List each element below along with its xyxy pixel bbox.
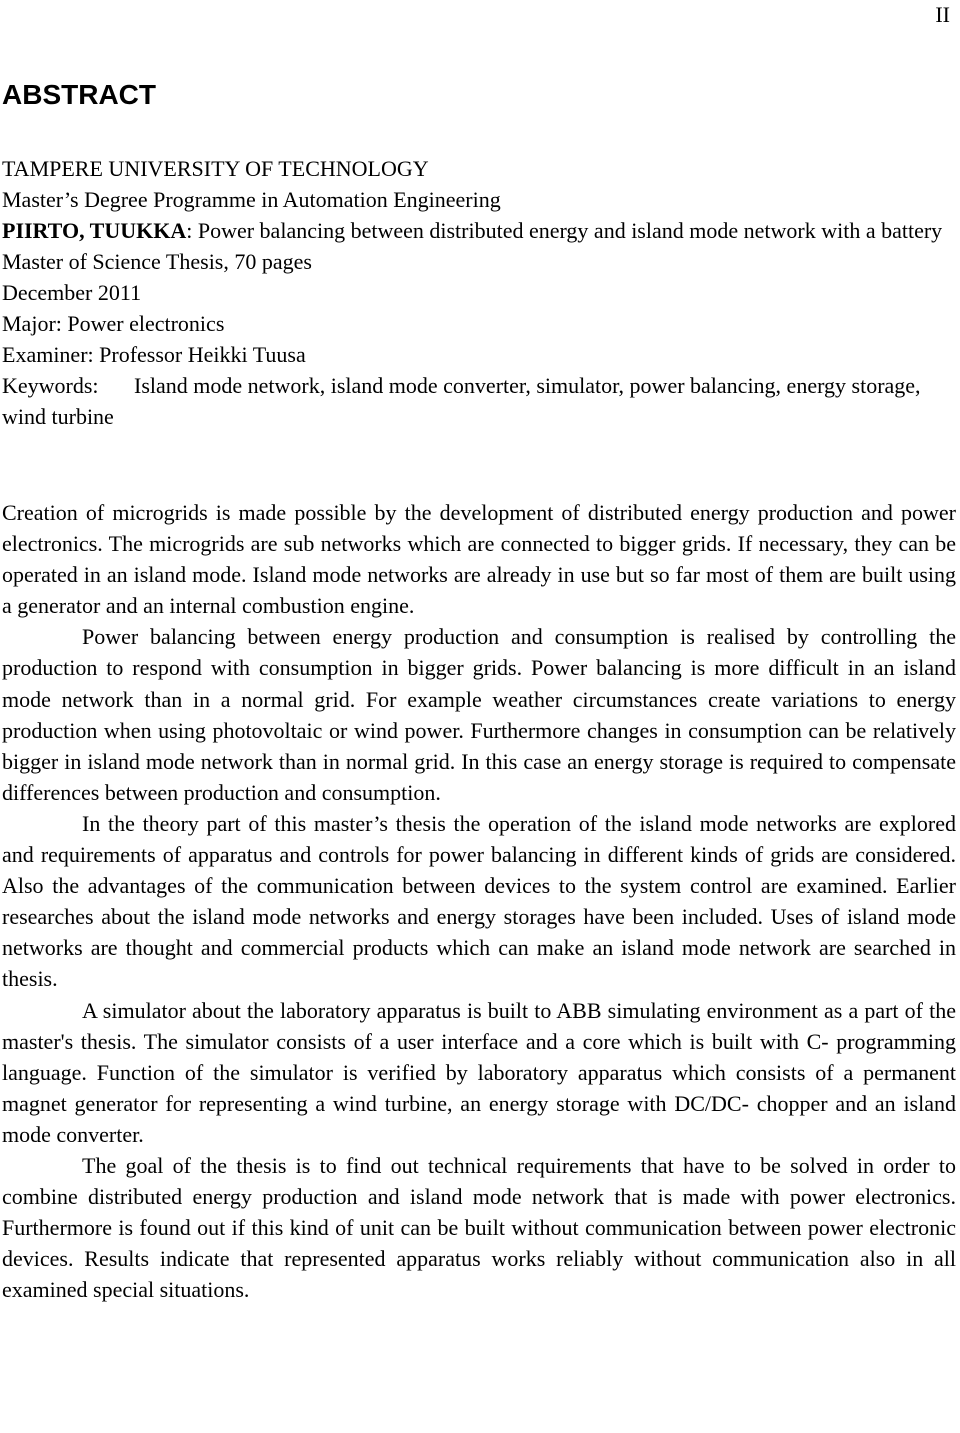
abstract-paragraph-2: Power balancing between energy production and consumption is realised by controlling the production to respond with consumption in bigger grids. Power balancing is more difficult in an island mode network than in a normal grid. For example weather circumstances create variations to energy production when using photovoltaic or wind power. Furthermore changes in consumption can be relatively bigger in island mode network than in normal grid. In this case an energy storage is required to compensate differences between production and consumption. [2, 624, 956, 805]
abstract-body [2, 497, 956, 1305]
abstract-paragraph-4: A simulator about the laboratory apparatus is built to ABB simulating environment as a part of the master's thesis. The simulator consists of a user interface and a core which is built with C- programming language. Function of the simulator is verified by laboratory apparatus which consists of a permanent magnet generator for representing a wind turbine, an energy storage with DC/DC- chopper and an island mode converter. [2, 997, 956, 1147]
abstract-paragraph-3: In the theory part of this master’s thesis the operation of the island mode networks are explored and requirements of apparatus and controls for power balancing in different kinds of grids are considered. Also the advantages of the communication between devices to the system control are examined. Earlier researches about the island mode networks and energy storages have been included. Uses of island mode networks are thought and commercial products which can make an island mode network are searched in thesis. [2, 810, 956, 992]
university-name: TAMPERE UNIVERSITY OF TECHNOLOGY [2, 156, 429, 181]
thesis-date: December 2011 [2, 280, 142, 305]
abstract-heading: ABSTRACT [2, 79, 156, 110]
thesis-title: : Power balancing between distributed energy and island mode network with a battery [186, 218, 943, 243]
keywords-list: Island mode network, island mode converter, simulator, power balancing, energy storage, wind turbine [2, 373, 921, 429]
degree-programme: Master’s Degree Programme in Automation Engineering [2, 187, 501, 212]
thesis-metadata [2, 153, 952, 432]
thesis-info: Master of Science Thesis, 70 pages [2, 249, 312, 274]
author-name: PIIRTO, TUUKKA [2, 218, 187, 243]
thesis-examiner: Examiner: Professor Heikki Tuusa [2, 342, 306, 367]
author-title-line [2, 215, 952, 246]
abstract-paragraph-5: The goal of the thesis is to find out technical requirements that have to be solved in order to combine distributed energy production and island mode network that is made with power electronics. Furthermore is found out if this kind of unit can be built without communication between power electronic devices. Results indicate that represented apparatus works reliably without communication also in all examined special situations. [2, 1152, 956, 1303]
page-number: II [935, 2, 950, 27]
abstract-paragraph-1: Creation of microgrids is made possible by the development of distributed energy production and power electronics. The microgrids are sub networks which are connected to bigger grids. If necessary, they can be operated in an island mode. Island mode networks are already in use but so far most of them are built using a generator and an internal combustion engine. [2, 500, 956, 619]
keywords-line [2, 370, 952, 432]
keywords-label: Keywords: [2, 373, 99, 398]
thesis-major: Major: Power electronics [2, 311, 225, 336]
